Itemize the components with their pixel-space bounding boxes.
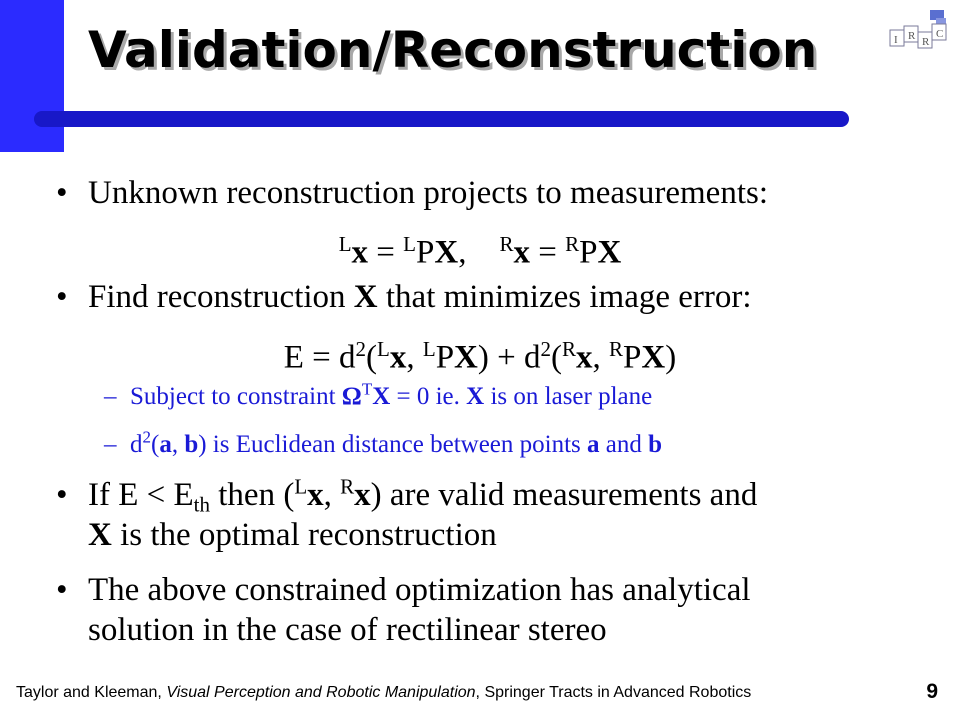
svg-text:R: R xyxy=(922,36,930,48)
svg-text:C: C xyxy=(936,28,944,40)
slide-title: Validation/Reconstruction xyxy=(88,21,818,79)
footer-citation: Taylor and Kleeman, Visual Perception and Robotic Manipulation, Springer Tracts in Advanced Robotics xyxy=(16,684,752,701)
equation-error: $E = d^2(^Lx$, $^LPX) + d^2(^Rx$, $^R$PX) xyxy=(283,337,677,376)
left-accent-bar xyxy=(0,0,64,152)
svg-text:I: I xyxy=(894,34,898,46)
svg-text:R: R xyxy=(908,30,916,42)
irrc-logo-icon xyxy=(884,8,954,58)
equation-projection: $^L$x = $^L$PX, $^R$x = $^R$PX xyxy=(338,232,622,271)
page-number: 9 xyxy=(926,680,938,703)
title-underline xyxy=(34,111,849,127)
